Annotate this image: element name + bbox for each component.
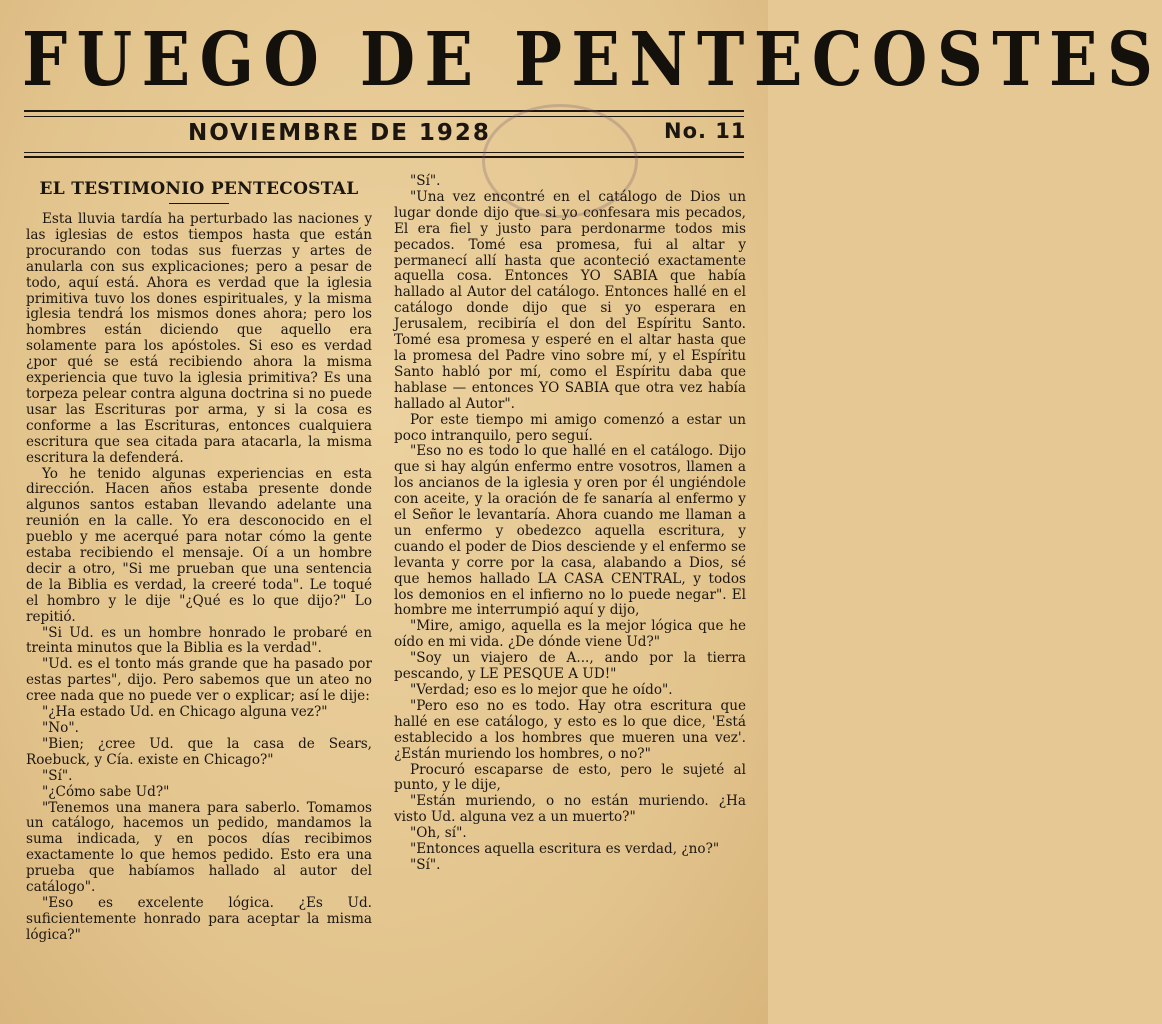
article-paragraph: "No". xyxy=(42,720,79,736)
title-underline xyxy=(169,203,229,204)
article-paragraph: "Oh, sí". xyxy=(410,825,467,842)
article-paragraph: "Una vez encontré en el catálogo de Dios un lugar donde dijo que si yo confesara mis pecados, El era fiel y justo para perdonarme todos mis pecados. Tomé esa promesa, fui al altar y permanecí allí hasta que aconteció exactamente aquella cosa. Entonces YO SABIA que había hallado al Autor del catálogo. Entonces hallé en el catálogo donde dijo que si yo esperara en Jerusalem, recibiría el don del Espíritu Santo. Tomé esa promesa y esperé en el altar hasta que la promesa del Padre vino sobre mí, y el Espíritu Santo habló por mí, como el Espíritu daba que hablase — entonces YO SABIA que otra vez había hallado al Autor". xyxy=(394,188,746,412)
masthead-rule-top xyxy=(24,110,744,112)
article-paragraph: "Mire, amigo, aquella es la mejor lógica que he oído en mi vida. ¿De dónde viene Ud?" xyxy=(394,618,746,651)
article-paragraph: "Verdad; eso es lo mejor que he oído". xyxy=(410,682,673,698)
article-paragraph: "Eso es excelente lógica. ¿Es Ud. suficientemente honrado para aceptar la misma lógica?" xyxy=(26,894,372,943)
article-paragraph: "Bien; ¿cree Ud. que la casa de Sears, Roebuck, y Cía. existe en Chicago?" xyxy=(26,735,372,768)
article-paragraph: "Sí". xyxy=(42,767,73,784)
article-paragraph: "Soy un viajero de A..., ando por la tierra pescando, y LE PESQUE A UD!" xyxy=(394,650,746,683)
article-title: EL TESTIMONIO PENTECOSTAL xyxy=(39,179,359,199)
article-paragraph: Yo he tenido algunas experiencias en esta dirección. Hacen años estaba presente donde algunos santos estaban llevando adelante una reunión en la calle. Yo era desconocido en el pueblo y me acerqué para notar cómo la gente estaba recibiendo el mensaje. Oí a un hombre decir a otro, "Si me prueban que una sentencia de la Biblia es verdad, la creeré toda". Le toqué el hombro y le dije "¿Qué es lo que dijo?" Lo repitió. xyxy=(26,465,372,625)
article-paragraph: "¿Cómo sabe Ud?" xyxy=(42,783,170,800)
article-paragraph: "¿Ha estado Ud. en Chicago alguna vez?" xyxy=(42,704,328,721)
article-paragraph: "Eso no es todo lo que hallé en el catálogo. Dijo que si hay algún enfermo entre vosotros, llamen a los ancianos de la iglesia y oren por él ungiéndole con aceite, y la oración de fe sanaría al enfermo y el Señor le levantaría. Ahora cuando me llaman a un enfermo y obedezco aquella escritura, y cuando el poder de Dios desciende y el enfermo se levanta y corre por la casa, alabando a Dios, sé que hemos hallado LA CASA CENTRAL, y todos los demonios en el infierno no lo puede negar". El hombre me interrumpió aquí y dijo, xyxy=(394,443,746,619)
article-paragraph: Esta lluvia tardía ha perturbado las naciones y las iglesias de estos tiempos hasta que están procurando con todas sus fuerzas y artes de anularla con sus explicaciones; pero a pesar de todo, aquí está. Ahora es verdad que la iglesia primitiva tuvo los dones espirituales, y la misma iglesia tendrá los mismos dones ahora; pero los hombres están diciendo que aquello era solamente para los apóstoles. Si eso es verdad ¿por qué se está recibiendo ahora la misma experiencia que tuvo la iglesia primitiva? Es una torpeza pelear contra alguna doctrina si no puede usar las Escrituras por arma, y si la cosa es conforme a las Escrituras, entonces cualquiera escritura que sea citada para atacarla, la misma escritura la defenderá. xyxy=(26,211,372,466)
issue-number: No. 11 xyxy=(664,119,747,143)
article-paragraph: Procuró escaparse de esto, pero le sujeté al punto, y le dije, xyxy=(394,761,746,794)
article-paragraph: "Si Ud. es un hombre honrado le probaré en treinta minutos que la Biblia es la verdad". xyxy=(26,624,372,657)
date-line: NOVIEMBRE DE 1928 xyxy=(188,120,491,146)
right-column xyxy=(394,174,746,874)
article-paragraph: "Pero eso no es todo. Hay otra escritura que hallé en ese catálogo, y esto es lo que dice, 'Está establecido a los hombres que mueren una vez'. ¿Están muriendo los hombres, o no?" xyxy=(394,697,746,762)
left-column xyxy=(26,176,372,944)
article-paragraph: Por este tiempo mi amigo comenzó a estar un poco intranquilo, pero seguí. xyxy=(394,411,746,444)
article-paragraph: "Están muriendo, o no están muriendo. ¿Ha visto Ud. alguna vez a un muerto?" xyxy=(394,793,746,826)
article-paragraph: "Sí". xyxy=(410,173,441,189)
article-paragraph: "Sí". xyxy=(410,856,441,873)
article-paragraph: "Entonces aquella escritura es verdad, ¿no?" xyxy=(410,841,720,858)
article-paragraph: "Ud. es el tonto más grande que ha pasado por estas partes", dijo. Pero sabemos que un ateo no cree nada que no puede ver o explicar; así le dije: xyxy=(26,656,372,705)
masthead-rule-top-thin xyxy=(24,116,744,117)
article-paragraph: "Tenemos una manera para saberlo. Tomamos un catálogo, hacemos un pedido, mandamos la suma indicada, y en pocos días recibimos exactamente lo que hemos pedido. Esto era una prueba que habíamos hallado al autor del catálogo". xyxy=(26,799,372,896)
masthead-title: FUEGO DE PENTECOSTES xyxy=(22,17,1162,103)
